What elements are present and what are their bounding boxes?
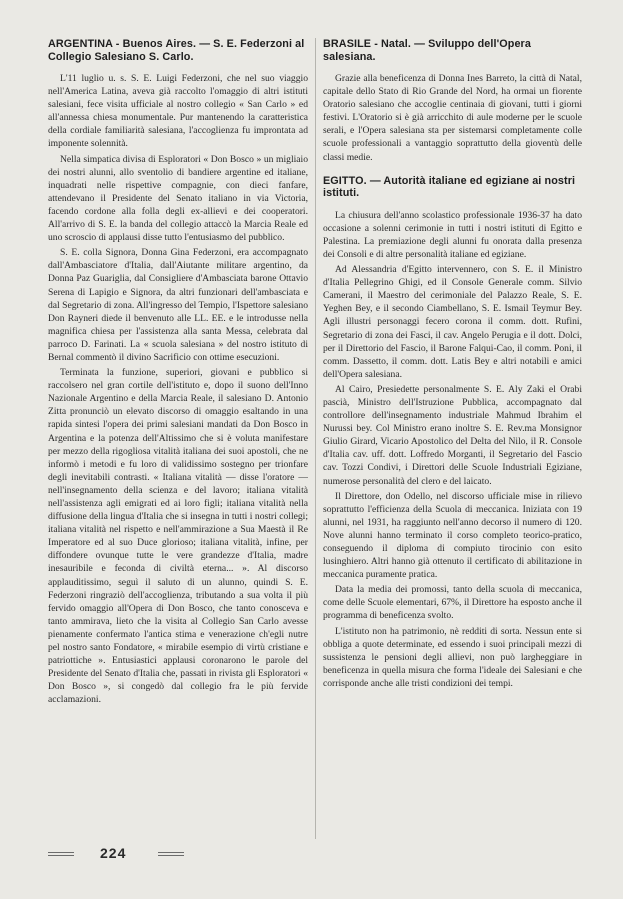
brasile-heading-title: — Sviluppo dell'Opera salesiana. — [323, 38, 531, 63]
egitto-heading — [323, 175, 582, 200]
egitto-heading-place: EGITTO. — [323, 174, 367, 187]
right-column — [323, 38, 582, 859]
egitto-heading-title: — Autorità italiane ed egiziane ai nostri istituti. — [323, 174, 576, 200]
egitto-paragraph: Ad Alessandria d'Egitto intervennero, con S. E. il Ministro d'Italia Pellegrino Ghigi, ed il Console Generale comm. Silvio Camerani, il Maestro del cerimoniale del Palazzo Reale, S. E. Yeghen Bey, e il secondo Ciambellano, S. E. Ismail Teymur Bey. Agli illustri personaggi fecero corona il comm. dott. Rufini, Segretario di zona dei Fasci, il cav. Angelo Perugia e il dott. Dolci, per il Direttorio del Fascio, il Barone Falqui-Cao, il comm. Poni, il comm. Dassetto, il comm. dott. Latis Bey e altri notabili e amici dell'Opera salesiana. — [323, 264, 582, 380]
brasile-paragraph: Grazie alla beneficenza di Donna Ines Barreto, la città di Natal, capitale dello Stato di Rio Grande del Nord, ha ormai un fiorente Oratorio salesiano che accoglie centinaia di giovani, tutti i giorni festivi. L'Oratorio si è già arricchito di aule moderne per le scuole serali, e l'Opera salesiana sta per sistemarsi completamente colle scuole professionali a vantaggio soprattutto della gioventù delle classi medie. — [323, 73, 582, 163]
brasile-heading — [323, 38, 582, 63]
brasile-heading-place: BRASILE - Natal. — [323, 38, 411, 50]
footer-ornament — [158, 852, 184, 856]
argentina-paragraph: Terminata la funzione, superiori, giovani e pubblico si raccolsero nel gran cortile dell'istituto e, dopo il suono dell'Inno Nazionale Argentino e della Marcia Reale, il salesiano D. Antonio Zitta pronunciò un elevato discorso di omaggio esaltando in una rapida sintesi l'opera dei primi salesiani mandati da Don Bosco in Argentina e la potenza dell'Altissimo che si è voluta manifestare per mezzo della rigogliosa vitalità italiana dei suoi apostoli, che ne informò i metodi e fu loro di validissimo sostegno per trionfare degli inevitabili contrasti. « Italiana vitalità — disse l'oratore — nell'insegnamento della scienza e del lavoro; italiana vitalità nell'assistenza agli emigrati ed ai loro figli; italiana vitalità nella diffusione della lingua d'Italia che si insegna in tutti i nostri collegi; italiana vitalità nel rispetto e nell'ammirazione a Sua Maestà il Re Imperatore ed al suo Duce glorioso; italiana vitalità, infine, per diffondere ovunque tutte le vere grandezze d'Italia, madre inesauribile e feconda di civiltà eterna... ». Al discorso applauditissimo, seguì il saluto di un alunno, quindi S. E. Federzoni ringraziò dell'accoglienza, tributando a sua volta il più fervido omaggio all'Opera di Don Bosco, che tanto conosceva e tanto ammirava, lieto che la visita al Collegio San Carlo avesse pienamente confermato l'antica stima e venerazione ch'egli nutre pel nostro santo Fondatore, « mirabile esempio di virtù cristiane e patriottiche ». Entusiastici applausi coronarono le parole del Presidente del Senato d'Italia che, passati in rivista gli Esploratori « Don Bosco », si congedò dal collegio fra le più fervide acclamazioni. — [48, 367, 308, 706]
argentina-heading-place: ARGENTINA - Buenos Aires. — [48, 38, 197, 50]
egitto-paragraph: Data la media dei promossi, tanto della scuola di meccanica, come delle Scuole elementari, 67%, il Direttore ha esposto anche il programma di beneficenza svolto. — [323, 584, 582, 622]
argentina-heading — [48, 38, 308, 63]
page-number: 224 — [100, 845, 127, 861]
egitto-paragraph: Al Cairo, Presiedette personalmente S. E. Aly Zaki el Orabi pascià, Ministro dell'Istruzione Pubblica, accompagnato dal controllore dell'insegnamento industriale Mahmud Ibrahim el Nurussi bey. Col Ministro erano inoltre S. E. Rev.ma Monsignor Giulio Girard, Vicario Apostolico del Delta del Nilo, il R. Console d'Italia cav. uff. dott. Loffredo Morganti, il Segretario del Fascio cav. Tozzi Condivi, i Direttori delle Scuole Industriali Egiziane, numerose personalità del clero e del laicato. — [323, 383, 582, 487]
egitto-paragraph: L'istituto non ha patrimonio, nè redditi di sorta. Nessun ente si obbliga a quote determinate, ed essendo i suoi principali mezzi di sussistenza le pensioni degli allievi, non può largheggiare in beneficenza in quella misura che forma l'ideale dei Salesiani e che corrisponde anche alle tristi condizioni dei tempi. — [323, 625, 582, 689]
page-footer — [48, 845, 308, 865]
left-column — [48, 38, 308, 859]
column-divider — [315, 38, 316, 839]
argentina-paragraph: L'11 luglio u. s. S. E. Luigi Federzoni, che nel suo viaggio nell'America Latina, aveva già raccolto l'omaggio di altri istituti salesiani, fece visita ufficiale al nostro collegio « San Carlo » ed all'annessa chiesa monumentale. Pur mantenendo la caratteristica della cordiale familiarità salesiana, l'accoglienza fu improntata ad imponente solennità. — [48, 73, 308, 150]
egitto-section — [323, 175, 582, 690]
egitto-paragraph: La chiusura dell'anno scolastico professionale 1936-37 ha dato occasione a solenni cerimonie in tutti i nostri istituti di Egitto e Palestina. La premiazione degli alunni fu onorata dalla presenza dei Consoli e di altre personalità italiane ed egiziane. — [323, 209, 582, 260]
argentina-paragraph: S. E. colla Signora, Donna Gina Federzoni, era accompagnato dall'Ambasciatore d'Italia, dall'Aiutante militare argentino, da Donna Paz Guariglia, dal Consigliere d'Ambasciata barone Ottavio Serena di Lapigio e Signora, da altri funzionari dell'ambasciata e dal Segretario di zona. All'ingresso del Tempio, l'Ispettore salesiano Don Rayneri diede il benvenuto alle LL. EE. e le introdusse nella magnifica chiesa per l'assistenza alla santa Messa, celebrata dal parroco D. Farinati. La « scuola salesiana » del nostro istituto di Bernal commentò il divino Sacrificio con ottime esecuzioni. — [48, 247, 308, 363]
argentina-paragraph: Nella simpatica divisa di Esploratori « Don Bosco » un migliaio dei nostri alunni, allo sventolio di bandiere argentine ed italiane, inquadrati nelle rispettive compagnie, con dieci fanfare, attendevano il Presidente del Senato italiano in via Victoria, facendo cordone alla folla degli ex-allievi e dei cooperatori. All'arrivo di S. E. la banda del collegio attaccò la Marcia Reale ed uno scroscio di applausi disse tutto l'entusiasmo del pubblico. — [48, 153, 308, 244]
egitto-paragraph: Il Direttore, don Odello, nel discorso ufficiale mise in rilievo soprattutto l'efficienza della Scuola di meccanica. Iniziata con 19 alunni, nel 1931, ha raggiunto nell'anno decorso il numero di 120. Nove alunni hanno terminato il corso completo teorico-pratico, conseguendo il diploma di compiuto tirocinio con esito lusinghiero. Altri hanno già ottenuto il certificato di abilitazione in meccanica puramente pratica. — [323, 490, 582, 581]
argentina-heading-title: — S. E. Federzoni al Collegio Salesiano S. Carlo. — [48, 38, 305, 63]
brasile-section — [323, 38, 582, 164]
footer-ornament — [48, 852, 74, 856]
